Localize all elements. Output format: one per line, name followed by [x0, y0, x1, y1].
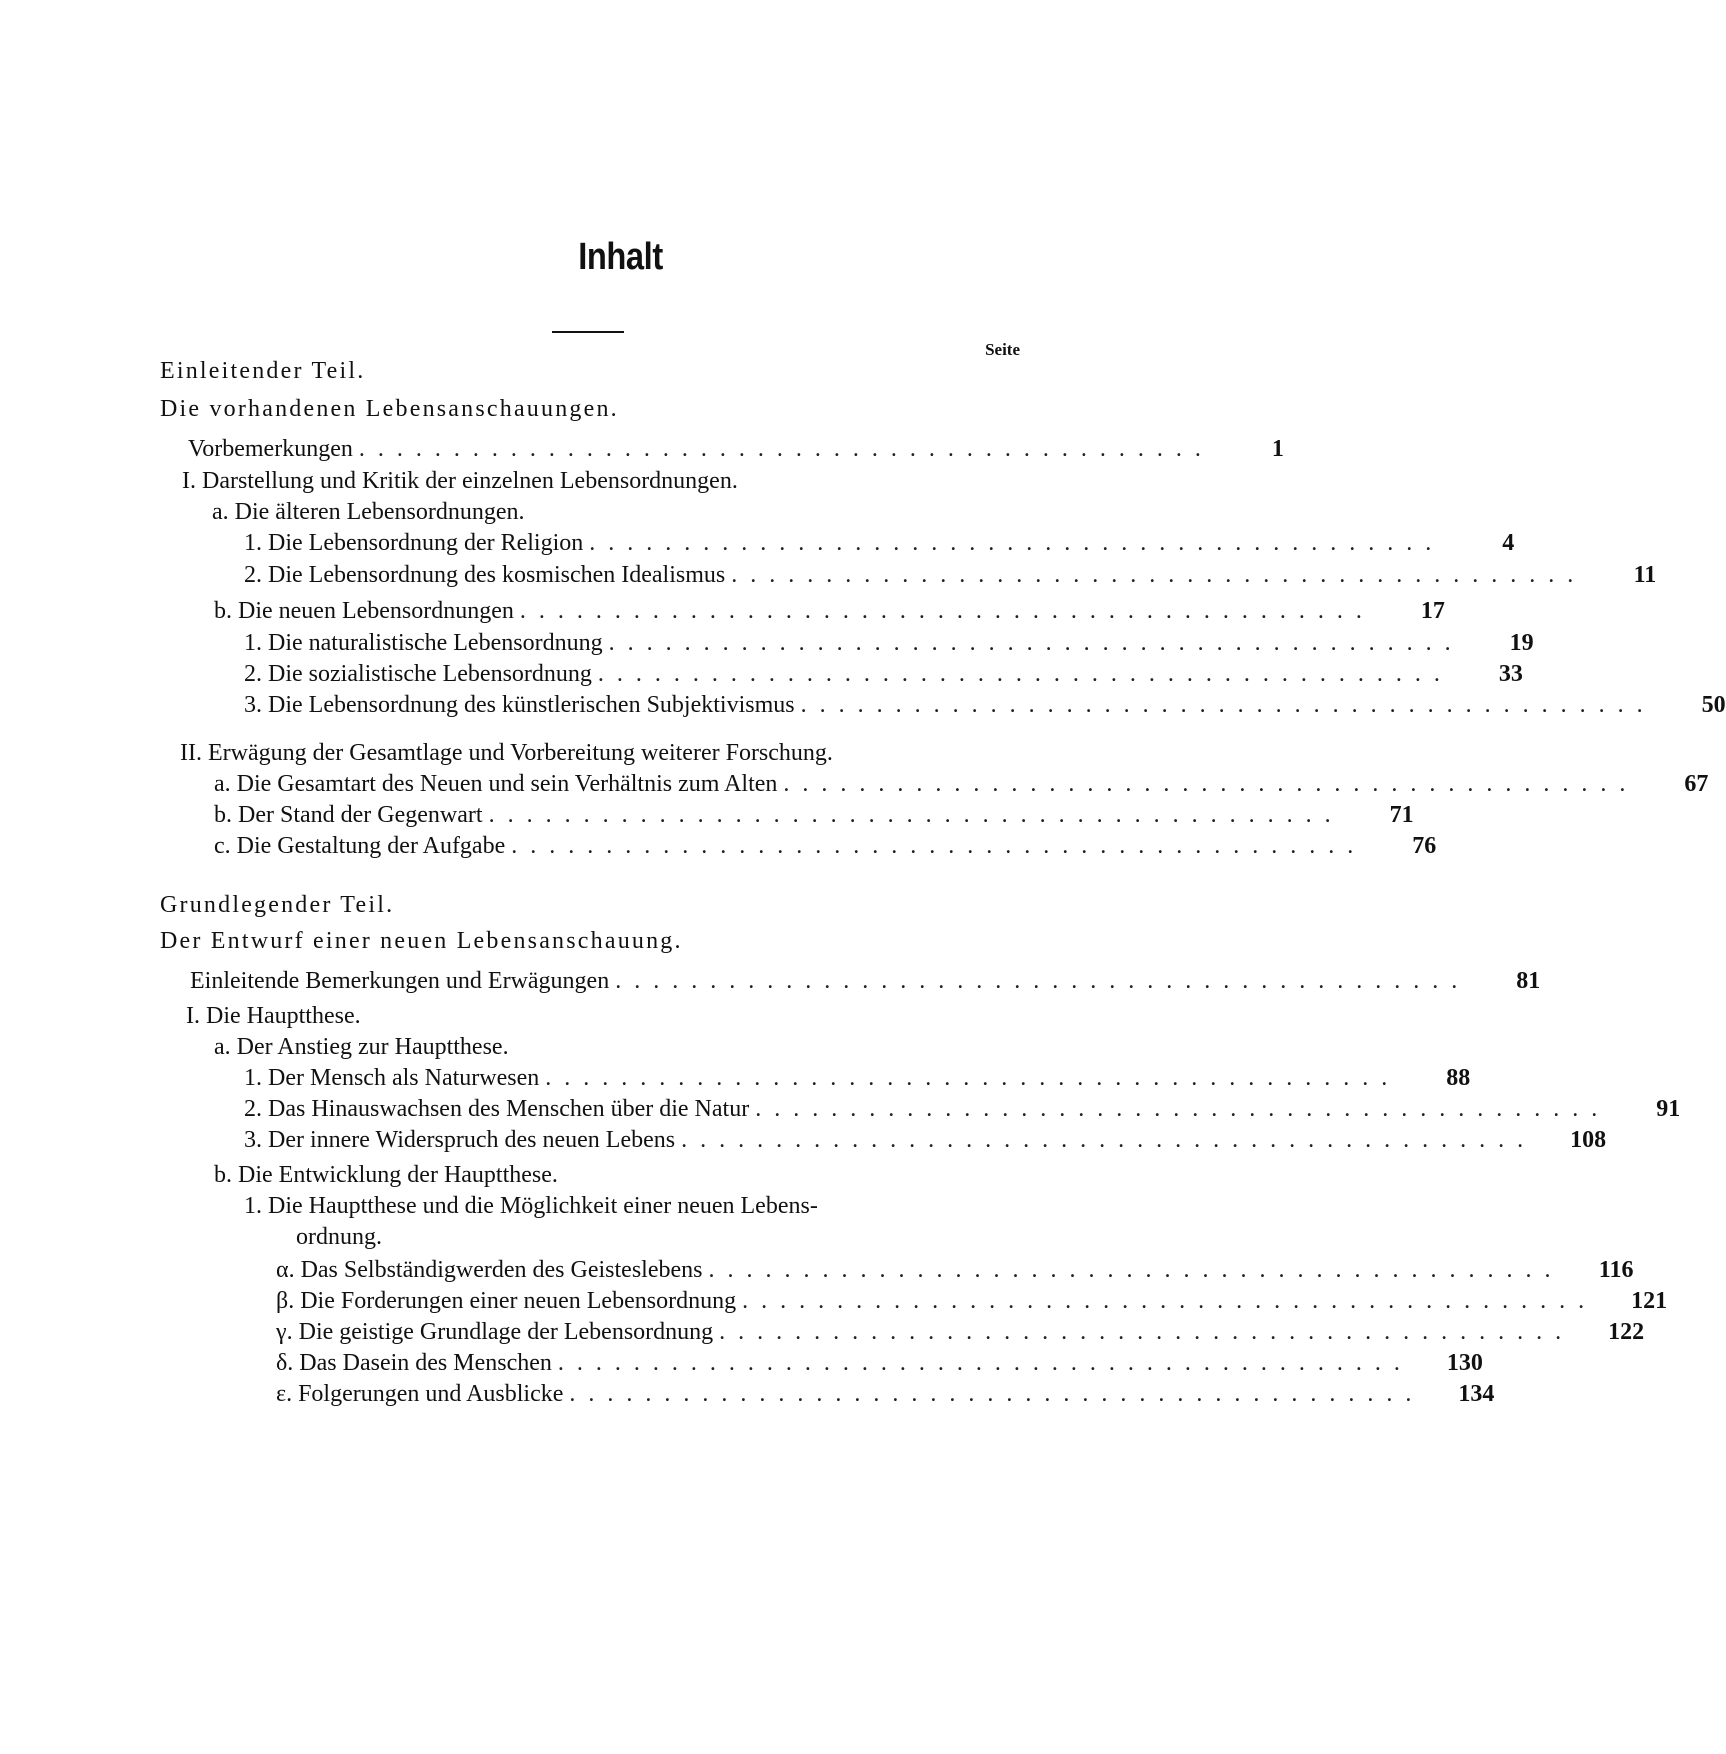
toc-entry-page: 1 [1271, 436, 1284, 462]
section-heading-text: a. Der Anstieg zur Hauptthese. [214, 1034, 509, 1060]
chapter-heading [186, 1003, 361, 1035]
section-heading-text: b. Die Entwicklung der Hauptthese. [214, 1162, 558, 1188]
toc-entry-label: 2. Das Hinauswachsen des Menschen über die Natur [244, 1096, 750, 1122]
toc-entry-label: β. Die Forderungen einer neuen Lebensordnung [276, 1288, 737, 1314]
toc-entry-label: 1. Die Lebensordnung der Religion [244, 530, 584, 556]
leader-dots: ............................................. [755, 1096, 1611, 1122]
toc-entry[interactable] [276, 1319, 1645, 1351]
toc-entry-multiline [244, 1193, 818, 1225]
toc-entry-page: 71 [1389, 802, 1414, 828]
toc-entry-page: 91 [1656, 1096, 1681, 1122]
chapter-heading-text: II. Erwägung der Gesamtlage und Vorbereitung weiterer Forschung. [180, 740, 833, 766]
toc-entry-label: b. Die neuen Lebensordnungen [214, 598, 514, 624]
toc-entry-page: 81 [1516, 968, 1541, 994]
leader-dots: ............................................. [708, 1257, 1564, 1283]
toc-entry-label: 1. Der Mensch als Naturwesen [244, 1065, 540, 1091]
leader-dots: ............................................. [358, 436, 1214, 462]
toc-entry[interactable] [188, 436, 1284, 468]
toc-entry[interactable] [214, 771, 1709, 803]
toc-entry-page: 121 [1631, 1288, 1668, 1314]
toc-entry-page: 76 [1412, 833, 1437, 859]
section-heading [214, 1162, 558, 1194]
leader-dots: ............................................. [545, 1065, 1401, 1091]
toc-entry-label: Vorbemerkungen [188, 436, 353, 462]
toc-entry-page: 19 [1509, 630, 1534, 656]
toc-entry[interactable] [190, 968, 1541, 1000]
leader-dots: ............................................. [719, 1319, 1575, 1345]
toc-entry[interactable] [214, 833, 1437, 865]
leader-dots: ............................................. [608, 630, 1464, 656]
toc-entry-label: α. Das Selbständigwerden des Geisteslebens [276, 1257, 703, 1283]
toc-entry[interactable] [276, 1257, 1634, 1289]
leader-dots: ............................................. [731, 562, 1587, 588]
toc-entry-page: 67 [1684, 771, 1709, 797]
leader-dots: ............................................. [742, 1288, 1598, 1314]
toc-entry-label: a. Die Gesamtart des Neuen und sein Verhältnis zum Alten [214, 771, 778, 797]
toc-entry-continuation [296, 1224, 382, 1256]
toc-entry-page: 17 [1420, 598, 1445, 624]
toc-entry[interactable] [244, 692, 1726, 724]
toc-entry-page: 116 [1598, 1257, 1634, 1283]
toc-entry-page: 50 [1701, 692, 1726, 718]
toc-entry-label: 1. Die naturalistische Lebensordnung [244, 630, 603, 656]
toc-entry-label: ε. Folgerungen und Ausblicke [276, 1381, 564, 1407]
part-heading-text: Grundlegender Teil. [160, 892, 395, 918]
leader-dots: ............................................. [597, 661, 1453, 687]
toc-entry-page: 33 [1498, 661, 1523, 687]
toc-entry-page: 134 [1458, 1381, 1495, 1407]
leader-dots: ............................................. [519, 598, 1375, 624]
toc-entry[interactable] [276, 1381, 1495, 1413]
toc-entry-label: c. Die Gestaltung der Aufgabe [214, 833, 506, 859]
chapter-heading [180, 740, 833, 772]
part-subheading-text: Die vorhandenen Lebensanschauungen. [160, 396, 619, 422]
chapter-heading-text: I. Darstellung und Kritik der einzelnen Lebensordnungen. [182, 468, 738, 494]
part-subheading [160, 396, 619, 428]
toc-entry[interactable] [244, 562, 1657, 594]
section-heading-text: a. Die älteren Lebensordnungen. [212, 499, 525, 525]
toc-entry[interactable] [244, 630, 1534, 662]
toc-entry-label: 1. Die Hauptthese und die Möglichkeit einer neuen Lebens- [244, 1193, 818, 1219]
toc-entry[interactable] [214, 598, 1445, 630]
title-divider [552, 331, 624, 333]
chapter-heading [182, 468, 738, 500]
toc-entry-label: ordnung. [296, 1224, 382, 1250]
toc-entry-label: δ. Das Dasein des Menschen [276, 1350, 552, 1376]
leader-dots: ............................................. [557, 1350, 1413, 1376]
page-title: Inhalt [578, 236, 663, 278]
toc-entry-label: b. Der Stand der Gegenwart [214, 802, 483, 828]
part-subheading-text: Der Entwurf einer neuen Lebensanschauung. [160, 928, 683, 954]
leader-dots: ............................................. [569, 1381, 1425, 1407]
leader-dots: ............................................. [800, 692, 1656, 718]
toc-entry-page: 4 [1502, 530, 1515, 556]
toc-entry-label: γ. Die geistige Grundlage der Lebensordnung [276, 1319, 714, 1345]
toc-entry-label: Einleitende Bemerkungen und Erwägungen [190, 968, 610, 994]
part-heading-text: Einleitender Teil. [160, 358, 366, 384]
section-heading [212, 499, 525, 531]
leader-dots: ............................................. [681, 1127, 1537, 1153]
part-heading [160, 892, 394, 924]
toc-entry-page: 88 [1446, 1065, 1471, 1091]
leader-dots: ............................................. [589, 530, 1445, 556]
toc-entry[interactable] [244, 661, 1523, 693]
leader-dots: ............................................. [783, 771, 1639, 797]
toc-entry-page: 108 [1570, 1127, 1607, 1153]
toc-entry[interactable] [276, 1288, 1668, 1320]
toc-entry-label: 3. Die Lebensordnung des künstlerischen Subjektivismus [244, 692, 795, 718]
section-heading [214, 1034, 509, 1066]
toc-entry-label: 2. Die Lebensordnung des kosmischen Idealismus [244, 562, 726, 588]
toc-entry[interactable] [244, 1127, 1607, 1159]
toc-entry-label: 2. Die sozialistische Lebensordnung [244, 661, 592, 687]
toc-entry[interactable] [244, 1065, 1471, 1097]
toc-entry-page: 122 [1608, 1319, 1645, 1345]
toc-entry[interactable] [276, 1350, 1483, 1382]
toc-entry-page: 11 [1633, 562, 1657, 588]
toc-entry[interactable] [244, 1096, 1681, 1128]
leader-dots: ............................................. [615, 968, 1471, 994]
part-heading [160, 358, 365, 390]
leader-dots: ............................................. [488, 802, 1344, 828]
leader-dots: ............................................. [511, 833, 1367, 859]
toc-entry[interactable] [244, 530, 1515, 562]
toc-entry[interactable] [214, 802, 1414, 834]
toc-entry-page: 130 [1446, 1350, 1483, 1376]
part-subheading [160, 928, 683, 960]
page-column-header: Seite [985, 340, 1020, 359]
chapter-heading-text: I. Die Hauptthese. [186, 1003, 361, 1029]
toc-entry-label: 3. Der innere Widerspruch des neuen Lebens [244, 1127, 676, 1153]
